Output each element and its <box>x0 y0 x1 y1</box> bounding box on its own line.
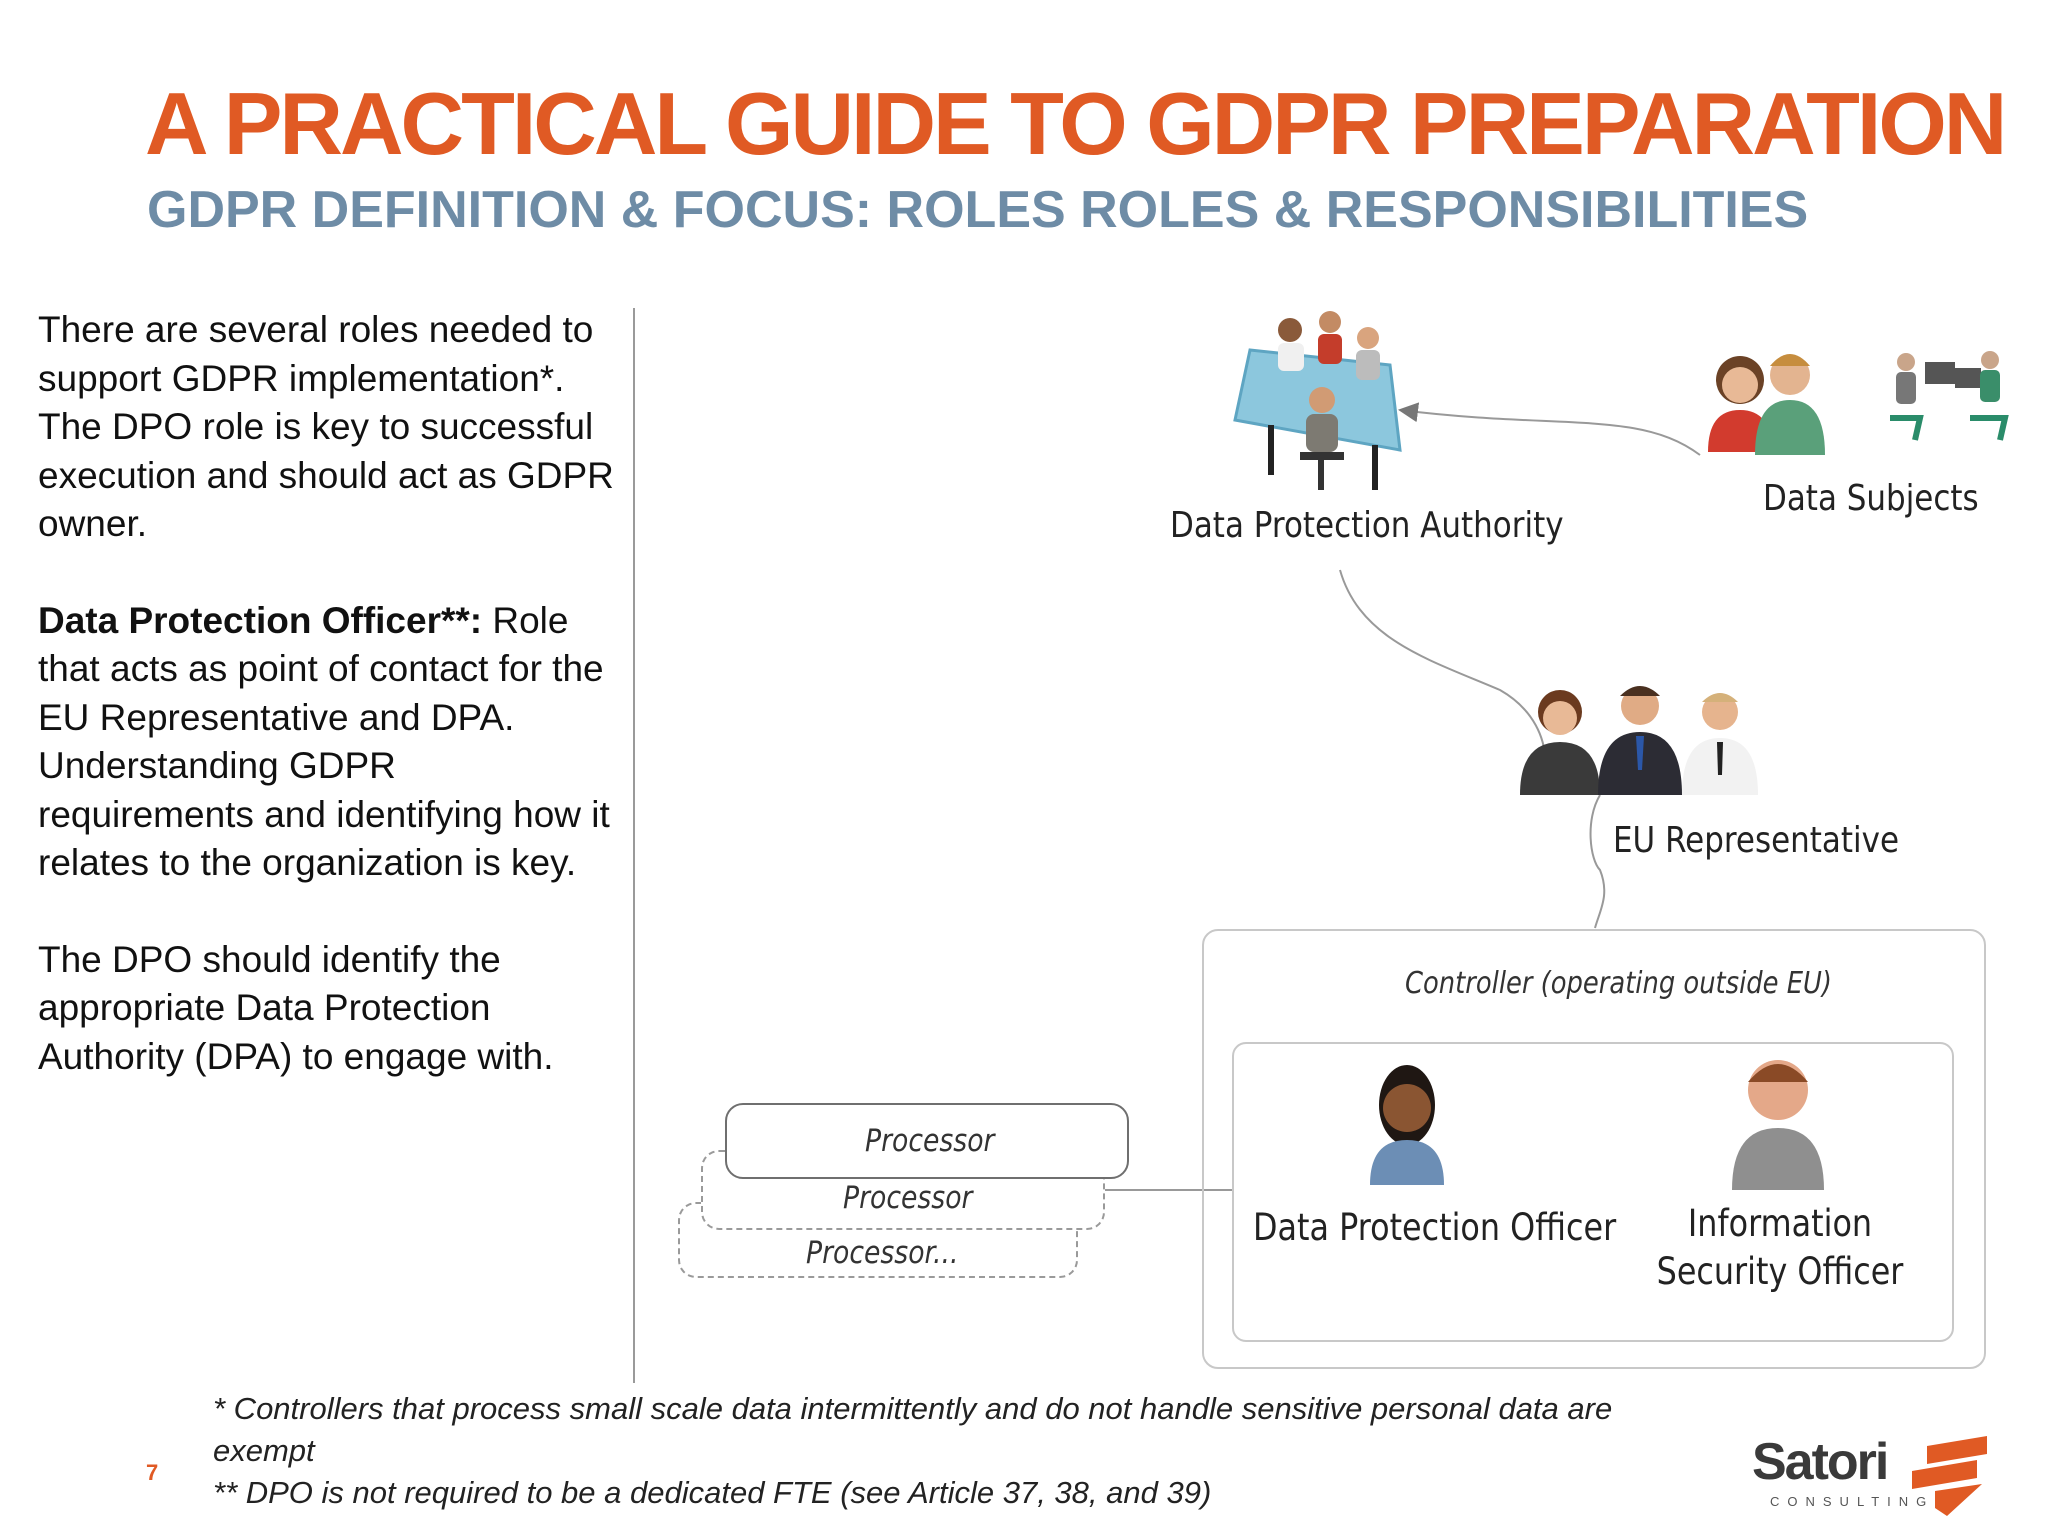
satori-logo <box>1752 1433 2002 1516</box>
controller-roles-box <box>1232 1042 1954 1342</box>
processor-label-3: Processor... <box>806 1235 959 1271</box>
dpa-label: Data Protection Authority <box>1170 505 1564 546</box>
eu-representative-label: EU Representative <box>1613 820 1900 861</box>
dpo-term: Data Protection Officer**: <box>38 599 483 641</box>
processor-label-1: Processor <box>865 1123 995 1159</box>
dpo-label: Data Protection Officer <box>1253 1206 1617 1249</box>
footnote-1: * Controllers that process small scale data intermittently and do not handle sensitive personal data are exempt <box>213 1391 1613 1468</box>
page-number: 7 <box>146 1460 159 1485</box>
processor-label-2: Processor <box>843 1180 973 1216</box>
computer-users-icon <box>1890 351 2005 440</box>
data-subjects-label: Data Subjects <box>1763 478 1979 519</box>
footnotes <box>213 1388 1653 1514</box>
meeting-table-icon <box>1235 311 1400 490</box>
processor-box-1 <box>725 1103 1129 1179</box>
eu-representative-people-icon <box>1520 686 1758 795</box>
logo-mark-icon <box>1907 1436 1997 1516</box>
logo-wordmark: Satori <box>1752 1433 1888 1491</box>
connector-dpa-to-eu <box>1340 570 1545 760</box>
intro-paragraph: There are several roles needed to support GDPR implementation*. The DPO role is key to successful execution and should act as GDPR owner. <box>38 309 614 544</box>
controller-label: Controller (operating outside EU) <box>1405 966 1832 1001</box>
iso-label: Information Security Officer <box>1656 1202 1904 1293</box>
arrow-subjects-to-dpa <box>1400 410 1700 455</box>
slide-subtitle: GDPR DEFINITION & FOCUS: ROLES ROLES & RESPONSIBILITIES <box>147 181 1809 239</box>
connector-eu-to-controller <box>1591 795 1605 928</box>
dpo-description: Role that acts as point of contact for the EU Representative and DPA. Understanding GDPR requirements and identifying how it relates to the organization is key. <box>38 599 610 883</box>
data-subjects-people-icon <box>1708 354 1825 455</box>
slide-title: A PRACTICAL GUIDE TO GDPR PREPARATION <box>145 74 2005 173</box>
logo-subtitle: CONSULTING <box>1770 1494 1935 1509</box>
dpa-paragraph: The DPO should identify the appropriate Data Protection Authority (DPA) to engage with. <box>38 938 554 1077</box>
footnote-2: ** DPO is not required to be a dedicated FTE (see Article 37, 38, and 39) <box>213 1475 1212 1510</box>
